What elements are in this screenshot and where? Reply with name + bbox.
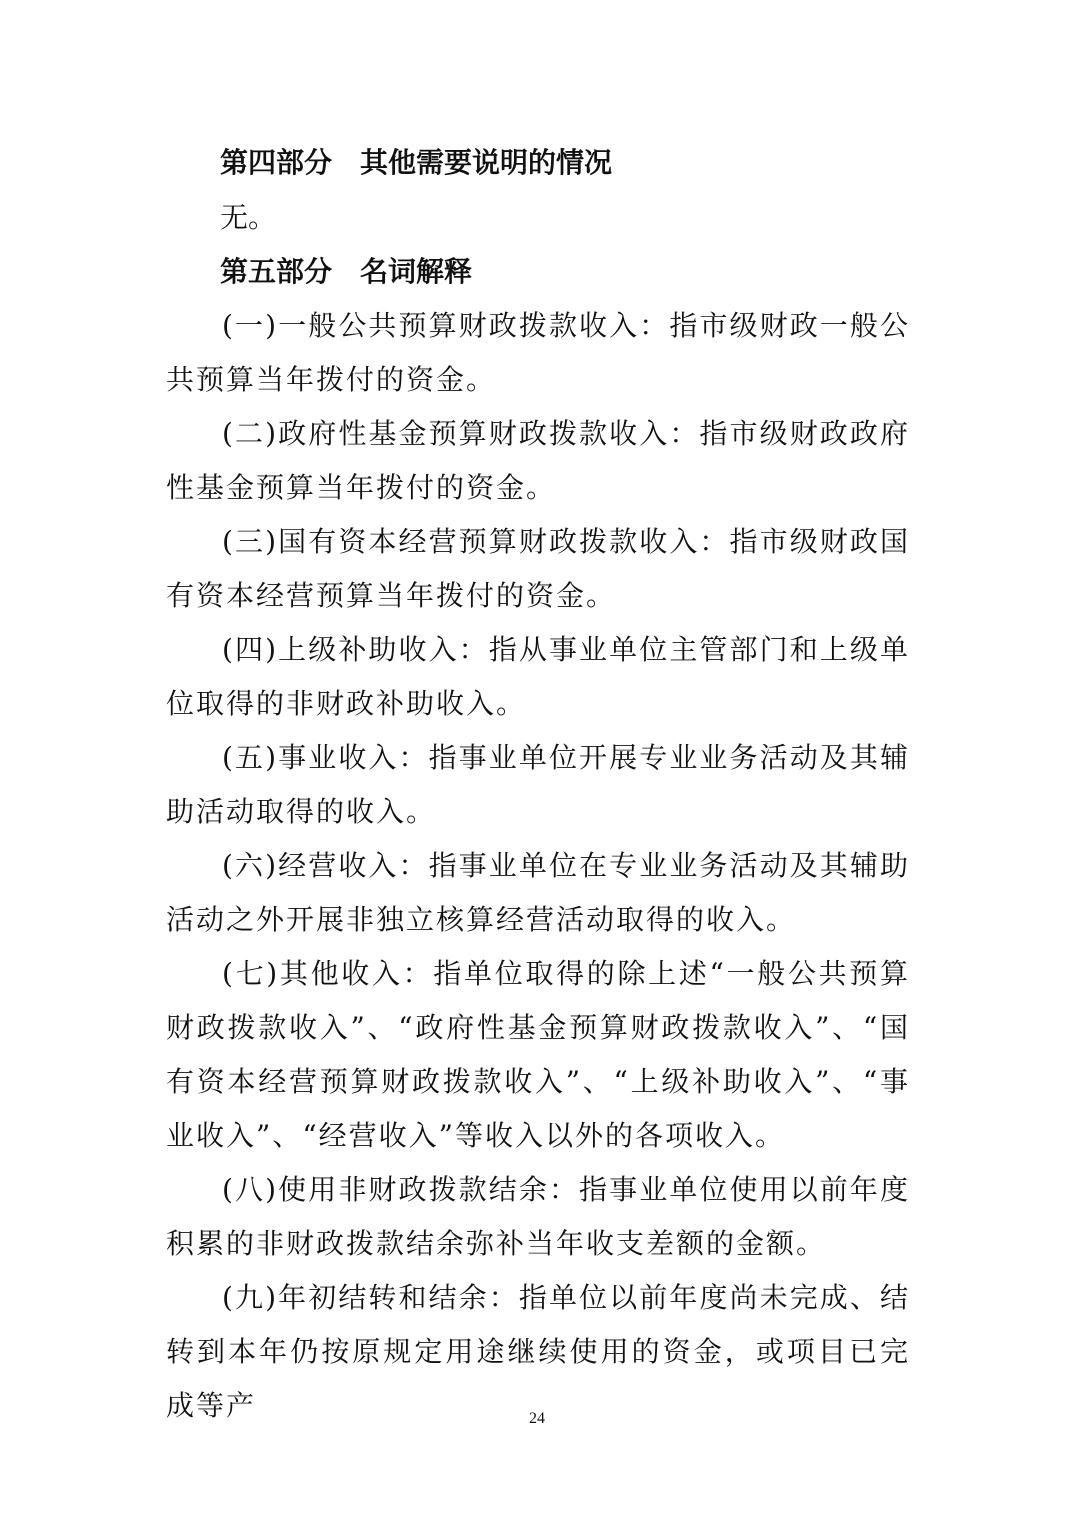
page-number: 24: [529, 1410, 545, 1427]
definition-paragraph: (七)其他收入：指单位取得的除上述“一般公共预算财政拨款收入”、“政府性基金预算财政拨款收入”、“国有资本经营预算财政拨款收入”、“上级补助收入”、“事业收入”、“经营收入”等收入以外的各项收入。: [166, 957, 910, 1152]
section-heading-part4: 第四部分 其他需要说明的情况: [220, 146, 613, 179]
definition-paragraph: (二)政府性基金预算财政拨款收入：指市级财政政府性基金预算当年拨付的资金。: [166, 417, 910, 504]
definition-paragraph: (三)国有资本经营预算财政拨款收入：指市级财政国有资本经营预算当年拨付的资金。: [166, 525, 910, 612]
definition-paragraph: (五)事业收入：指事业单位开展专业业务活动及其辅助活动取得的收入。: [166, 741, 910, 828]
definition-paragraph: (四)上级补助收入：指从事业单位主管部门和上级单位取得的非财政补助收入。: [166, 633, 910, 720]
definition-paragraph: (六)经营收入：指事业单位在专业业务活动及其辅助活动之外开展非独立核算经营活动取得的收入。: [166, 849, 910, 936]
definition-paragraph: (一)一般公共预算财政拨款收入：指市级财政一般公共预算当年拨付的资金。: [166, 309, 910, 396]
section-body-part4: 无。: [220, 201, 277, 234]
definition-paragraph: (八)使用非财政拨款结余：指事业单位使用以前年度积累的非财政拨款结余弥补当年收支差额的金额。: [166, 1173, 910, 1260]
definition-paragraph: (九)年初结转和结余：指单位以前年度尚未完成、结转到本年仍按原规定用途继续使用的资金，或项目已完成等产: [166, 1281, 910, 1422]
section-heading-part5: 第五部分 名词解释: [220, 255, 473, 288]
